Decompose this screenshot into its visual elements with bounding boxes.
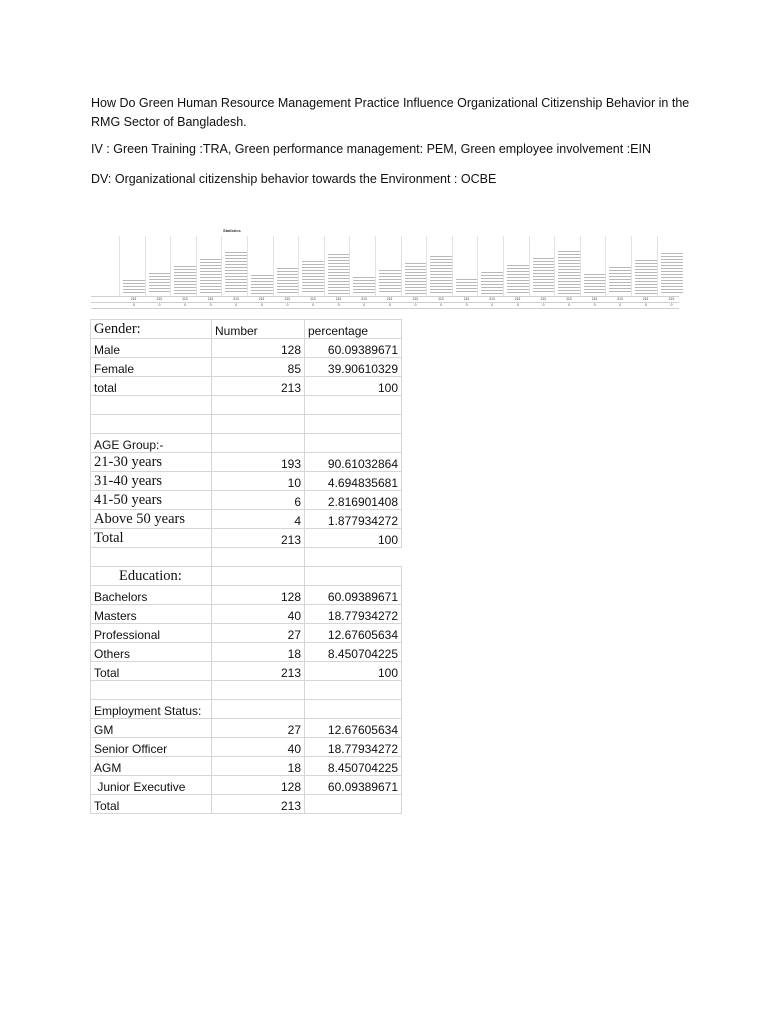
statistics-strip-n-value: 213 — [310, 297, 316, 301]
statistics-strip-missing-value: 0 — [261, 303, 263, 307]
statistics-strip-n-value: 213 — [438, 297, 444, 301]
statistics-strip-n-value: 213 — [387, 297, 393, 301]
statistics-strip-column — [196, 236, 197, 296]
statistics-strip-n-value: 213 — [566, 297, 572, 301]
statistics-strip-missing-value: 0 — [465, 303, 468, 307]
statistics-strip-title: Statistics — [223, 228, 241, 233]
table-row: 31-40 years 10 4.694835681 — [91, 472, 402, 491]
table-header-row — [91, 320, 402, 339]
statistics-strip-missing-value: 0 — [389, 303, 391, 307]
empty-row — [91, 681, 402, 700]
document-title: How Do Green Human Resource Management Practice Influence Organizational Citizenship Behavior in the RMG Sector of Bangladesh. — [91, 96, 690, 129]
statistics-strip-n-value: 213 — [412, 297, 418, 301]
statistics-strip-n-value: 213 — [284, 297, 290, 301]
empty-row — [91, 396, 402, 415]
statistics-strip-missing-value: 0 — [184, 303, 186, 307]
statistics-strip-missing-value: 0 — [568, 303, 570, 307]
table-row: Above 50 years 4 1.877934272 — [91, 510, 402, 529]
statistics-strip-column — [298, 236, 299, 296]
statistics-strip-missing-value: 0 — [517, 303, 519, 307]
statistics-strip-column — [657, 236, 658, 296]
header-percentage: percentage — [305, 320, 402, 339]
statistics-strip-column — [401, 236, 402, 296]
statistics-strip-missing-value: 0 — [619, 303, 622, 307]
empty-row — [91, 415, 402, 434]
table-row: Female 85 39.90610329 — [91, 358, 402, 377]
statistics-strip-n-value: 213 — [643, 297, 649, 301]
statistics-strip-column — [554, 236, 555, 296]
statistics-strip-column — [324, 236, 325, 296]
statistics-strip-column — [247, 236, 248, 296]
table-row: Total 213 100 — [91, 529, 402, 548]
table-row: Male 128 60.09389671 — [91, 339, 402, 358]
table-row: AGM 18 8.450704225 — [91, 757, 402, 776]
statistics-strip-missing-value: 0 — [491, 303, 494, 307]
statistics-strip-n-value: 213 — [335, 297, 342, 301]
table-row: 21-30 years 193 90.61032864 — [91, 453, 402, 472]
independent-variables-line: IV : Green Training :TRA, Green performance management: PEM, Green employee involvement :EIN — [91, 142, 651, 156]
demographics-table — [90, 319, 402, 814]
statistics-strip-missing-value: 0 — [363, 303, 366, 307]
statistics-strip-missing-value: 0 — [670, 303, 673, 307]
statistics-strip-n-value: 213 — [259, 297, 265, 301]
section-heading-row — [91, 700, 402, 719]
statistics-strip-missing-value: 0 — [209, 303, 212, 307]
statistics-strip-column — [170, 236, 171, 296]
statistics-strip-n-value: 213 — [131, 297, 137, 301]
statistics-strip-n-value: 213 — [617, 297, 623, 301]
statistics-strip-missing-value: 0 — [158, 303, 161, 307]
education-heading: Education: — [91, 567, 212, 586]
statistics-strip-missing-value: 0 — [235, 303, 238, 307]
statistics-strip-missing-value: 0 — [645, 303, 647, 307]
table-row: total 213 100 — [91, 377, 402, 396]
statistics-strip-column — [273, 236, 274, 296]
statistics-strip-n-value: 213 — [540, 297, 546, 301]
statistics-strip-n-value: 213 — [233, 297, 239, 301]
statistics-strip-missing-value: 0 — [286, 303, 289, 307]
statistics-strip-column — [221, 236, 222, 296]
empty-row — [91, 548, 402, 567]
table-row: Bachelors 128 60.09389671 — [91, 586, 402, 605]
header-number: Number — [212, 320, 305, 339]
statistics-strip-image — [91, 228, 679, 312]
age-group-heading: AGE Group:- — [91, 434, 212, 453]
statistics-strip-n-value: 213 — [156, 297, 162, 301]
table-row: Junior Executive 128 60.09389671 — [91, 776, 402, 795]
statistics-strip-column — [145, 236, 146, 296]
statistics-strip-column — [426, 236, 427, 296]
table-row: GM 27 12.67605634 — [91, 719, 402, 738]
dependent-variable-line: DV: Organizational citizenship behavior towards the Environment : OCBE — [91, 172, 497, 186]
table-row: Total 213 — [91, 795, 402, 814]
statistics-strip-n-value: 213 — [489, 297, 495, 301]
statistics-strip-column — [631, 236, 632, 296]
statistics-strip-column — [605, 236, 606, 296]
statistics-strip-missing-value: 0 — [133, 303, 135, 307]
table-row: Others 18 8.450704225 — [91, 643, 402, 662]
section-heading-row — [91, 434, 402, 453]
statistics-strip-missing-value: 0 — [337, 303, 340, 307]
statistics-strip-n-value: 213 — [591, 297, 598, 301]
statistics-strip-column — [580, 236, 581, 296]
statistics-strip-column — [349, 236, 350, 296]
statistics-strip-column — [119, 236, 120, 296]
table-row: Total 213 100 — [91, 662, 402, 681]
header-gender: Gender: — [91, 320, 212, 339]
statistics-strip-n-value: 213 — [361, 297, 367, 301]
statistics-strip-missing-value: 0 — [593, 303, 596, 307]
table-row: Professional 27 12.67605634 — [91, 624, 402, 643]
section-heading-row — [91, 567, 402, 586]
table-row: Masters 40 18.77934272 — [91, 605, 402, 624]
statistics-strip-column — [452, 236, 453, 296]
statistics-strip-n-value: 213 — [515, 297, 521, 301]
statistics-strip-n-value: 213 — [668, 297, 674, 301]
statistics-strip-missing-value: 0 — [312, 303, 314, 307]
statistics-strip-n-value: 213 — [207, 297, 214, 301]
statistics-strip-missing-value: 0 — [414, 303, 417, 307]
statistics-strip-column — [375, 236, 376, 296]
statistics-strip-missing-value: 0 — [440, 303, 442, 307]
statistics-strip-missing-value: 0 — [542, 303, 545, 307]
statistics-strip-column — [529, 236, 530, 296]
table-row: Senior Officer 40 18.77934272 — [91, 738, 402, 757]
statistics-strip-column — [503, 236, 504, 296]
statistics-strip-n-value: 213 — [182, 297, 188, 301]
statistics-strip-column — [477, 236, 478, 296]
employment-status-heading: Employment Status: — [91, 700, 212, 719]
table-row: 41-50 years 6 2.816901408 — [91, 491, 402, 510]
statistics-strip-n-value: 213 — [463, 297, 470, 301]
